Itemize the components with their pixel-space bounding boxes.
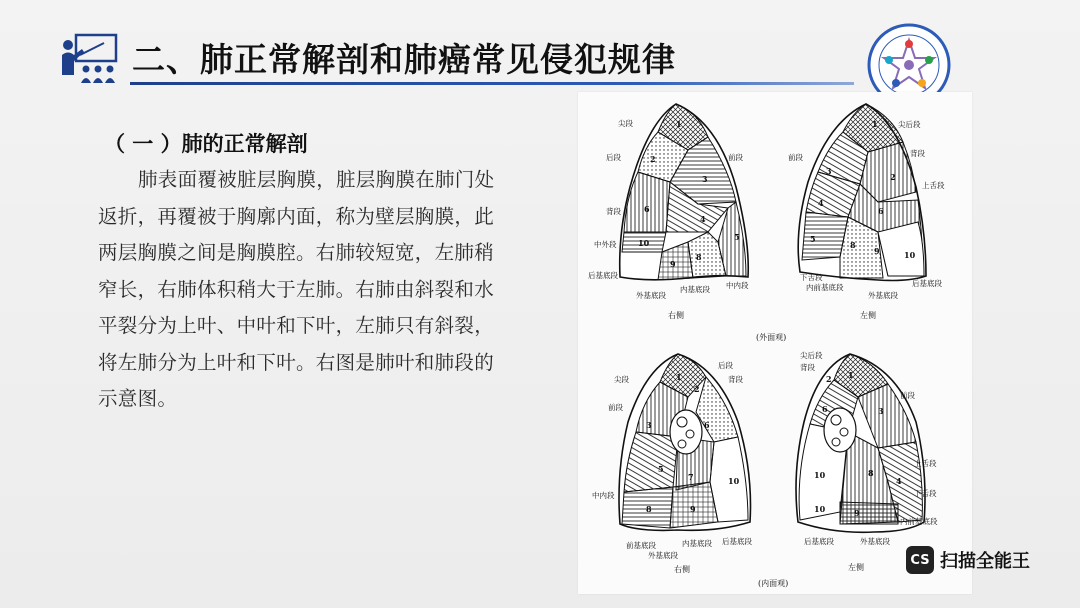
- svg-text:背段: 背段: [800, 363, 815, 372]
- svg-text:上舌段: 上舌段: [922, 181, 945, 190]
- svg-text:前段: 前段: [788, 153, 803, 162]
- svg-text:尖段: 尖段: [618, 119, 633, 128]
- svg-text:后基底段: 后基底段: [588, 271, 618, 280]
- lung-diagram: [578, 92, 972, 594]
- svg-text:6: 6: [878, 206, 884, 216]
- svg-text:8: 8: [868, 468, 874, 478]
- svg-text:前段: 前段: [608, 403, 623, 412]
- svg-text:尖后段: 尖后段: [800, 351, 823, 360]
- svg-text:外基底段: 外基底段: [860, 537, 890, 546]
- svg-text:背段: 背段: [910, 149, 925, 158]
- svg-text:6: 6: [704, 420, 710, 430]
- svg-text:4: 4: [700, 214, 706, 224]
- svg-text:3: 3: [702, 174, 708, 184]
- watermark-text: 扫描全能王: [940, 551, 1030, 572]
- svg-text:3: 3: [826, 166, 832, 176]
- svg-text:8: 8: [646, 504, 652, 514]
- svg-text:3: 3: [646, 420, 652, 430]
- svg-text:右侧: 右侧: [668, 311, 684, 320]
- svg-text:1: 1: [872, 119, 878, 129]
- svg-text:后段: 后段: [718, 361, 733, 370]
- svg-text:1: 1: [676, 372, 682, 382]
- title-underline: [130, 82, 854, 85]
- svg-text:3: 3: [878, 406, 884, 416]
- svg-text:右侧: 右侧: [674, 565, 690, 574]
- svg-text:10: 10: [638, 238, 650, 248]
- upper-left-lung: [788, 104, 945, 320]
- svg-text:前段: 前段: [900, 391, 915, 400]
- svg-text:9: 9: [670, 259, 676, 269]
- svg-text:后基底段: 后基底段: [804, 537, 834, 546]
- svg-text:外基底段: 外基底段: [648, 551, 678, 560]
- svg-text:尖段: 尖段: [614, 375, 629, 384]
- svg-text:2: 2: [826, 374, 832, 384]
- svg-text:中内段: 中内段: [726, 281, 749, 290]
- svg-text:中外段: 中外段: [594, 240, 617, 249]
- svg-text:4: 4: [818, 198, 824, 208]
- svg-text:内前基底段: 内前基底段: [806, 283, 844, 292]
- scanner-watermark: [906, 543, 1030, 577]
- svg-text:9: 9: [854, 508, 860, 518]
- svg-text:后段: 后段: [606, 153, 621, 162]
- lower-left-lung: [796, 350, 938, 572]
- svg-text:前基底段: 前基底段: [626, 541, 656, 550]
- svg-text:前段: 前段: [728, 153, 743, 162]
- lung-segment-figure: [578, 92, 972, 594]
- svg-text:左侧: 左侧: [848, 563, 864, 572]
- svg-text:背段: 背段: [606, 207, 621, 216]
- svg-text:8: 8: [850, 240, 856, 250]
- svg-text:5: 5: [810, 234, 816, 244]
- svg-text:2: 2: [650, 154, 656, 164]
- svg-text:下舌段: 下舌段: [800, 273, 823, 282]
- svg-text:内基底段: 内基底段: [680, 285, 710, 294]
- svg-text:10: 10: [814, 470, 826, 480]
- page-title: 二、肺正常解剖和肺癌常见侵犯规律: [132, 40, 676, 79]
- svg-text:上舌段: 上舌段: [914, 459, 937, 468]
- svg-text:内前基底段: 内前基底段: [900, 517, 938, 526]
- svg-text:9: 9: [690, 504, 696, 514]
- svg-text:1: 1: [848, 370, 854, 380]
- lower-right-lung: [592, 354, 752, 574]
- svg-text:后基底段: 后基底段: [912, 279, 942, 288]
- svg-text:6: 6: [644, 204, 650, 214]
- svg-text:5: 5: [658, 464, 664, 474]
- svg-text:1: 1: [676, 119, 682, 129]
- svg-text:左侧: 左侧: [860, 311, 876, 320]
- svg-text:4: 4: [896, 476, 902, 486]
- svg-text:2: 2: [694, 384, 700, 394]
- svg-text:后基底段: 后基底段: [722, 537, 752, 546]
- svg-text:中内段: 中内段: [592, 491, 615, 500]
- outer-view-caption: (外面观): [756, 333, 787, 342]
- svg-text:10: 10: [814, 504, 826, 514]
- body-paragraph: 肺表面覆被脏层胸膜，脏层胸膜在肺门处返折，再覆被于胸廓内面，称为壁层胸膜，此两层胸膜之间是胸膜腔。右肺较短宽，左肺稍窄长，右肺体积稍大于左肺。右肺由斜裂和水平裂分为上叶、中叶和下叶，左肺只有斜裂，将左肺分为上叶和下叶。右图是肺叶和肺段的示意图。: [98, 168, 495, 410]
- svg-text:内基底段: 内基底段: [682, 539, 712, 548]
- svg-text:10: 10: [728, 476, 740, 486]
- svg-text:5: 5: [734, 232, 740, 242]
- svg-text:下舌段: 下舌段: [914, 489, 937, 498]
- svg-text:外基底段: 外基底段: [868, 291, 898, 300]
- inner-view-caption: (内面观): [758, 579, 789, 588]
- section-heading: （ 一 ）肺的正常解剖: [104, 132, 308, 156]
- svg-text:6: 6: [822, 404, 828, 414]
- svg-text:背段: 背段: [728, 375, 743, 384]
- header: [0, 0, 1080, 100]
- svg-text:7: 7: [688, 472, 694, 482]
- camscanner-icon: CS: [906, 546, 934, 574]
- svg-text:外基底段: 外基底段: [636, 291, 666, 300]
- svg-text:8: 8: [696, 252, 702, 262]
- svg-text:10: 10: [904, 250, 916, 260]
- svg-text:尖后段: 尖后段: [898, 120, 921, 129]
- upper-right-lung: [588, 104, 749, 320]
- svg-text:2: 2: [890, 172, 896, 182]
- svg-text:9: 9: [874, 246, 880, 256]
- teacher-presentation-icon: [60, 33, 122, 85]
